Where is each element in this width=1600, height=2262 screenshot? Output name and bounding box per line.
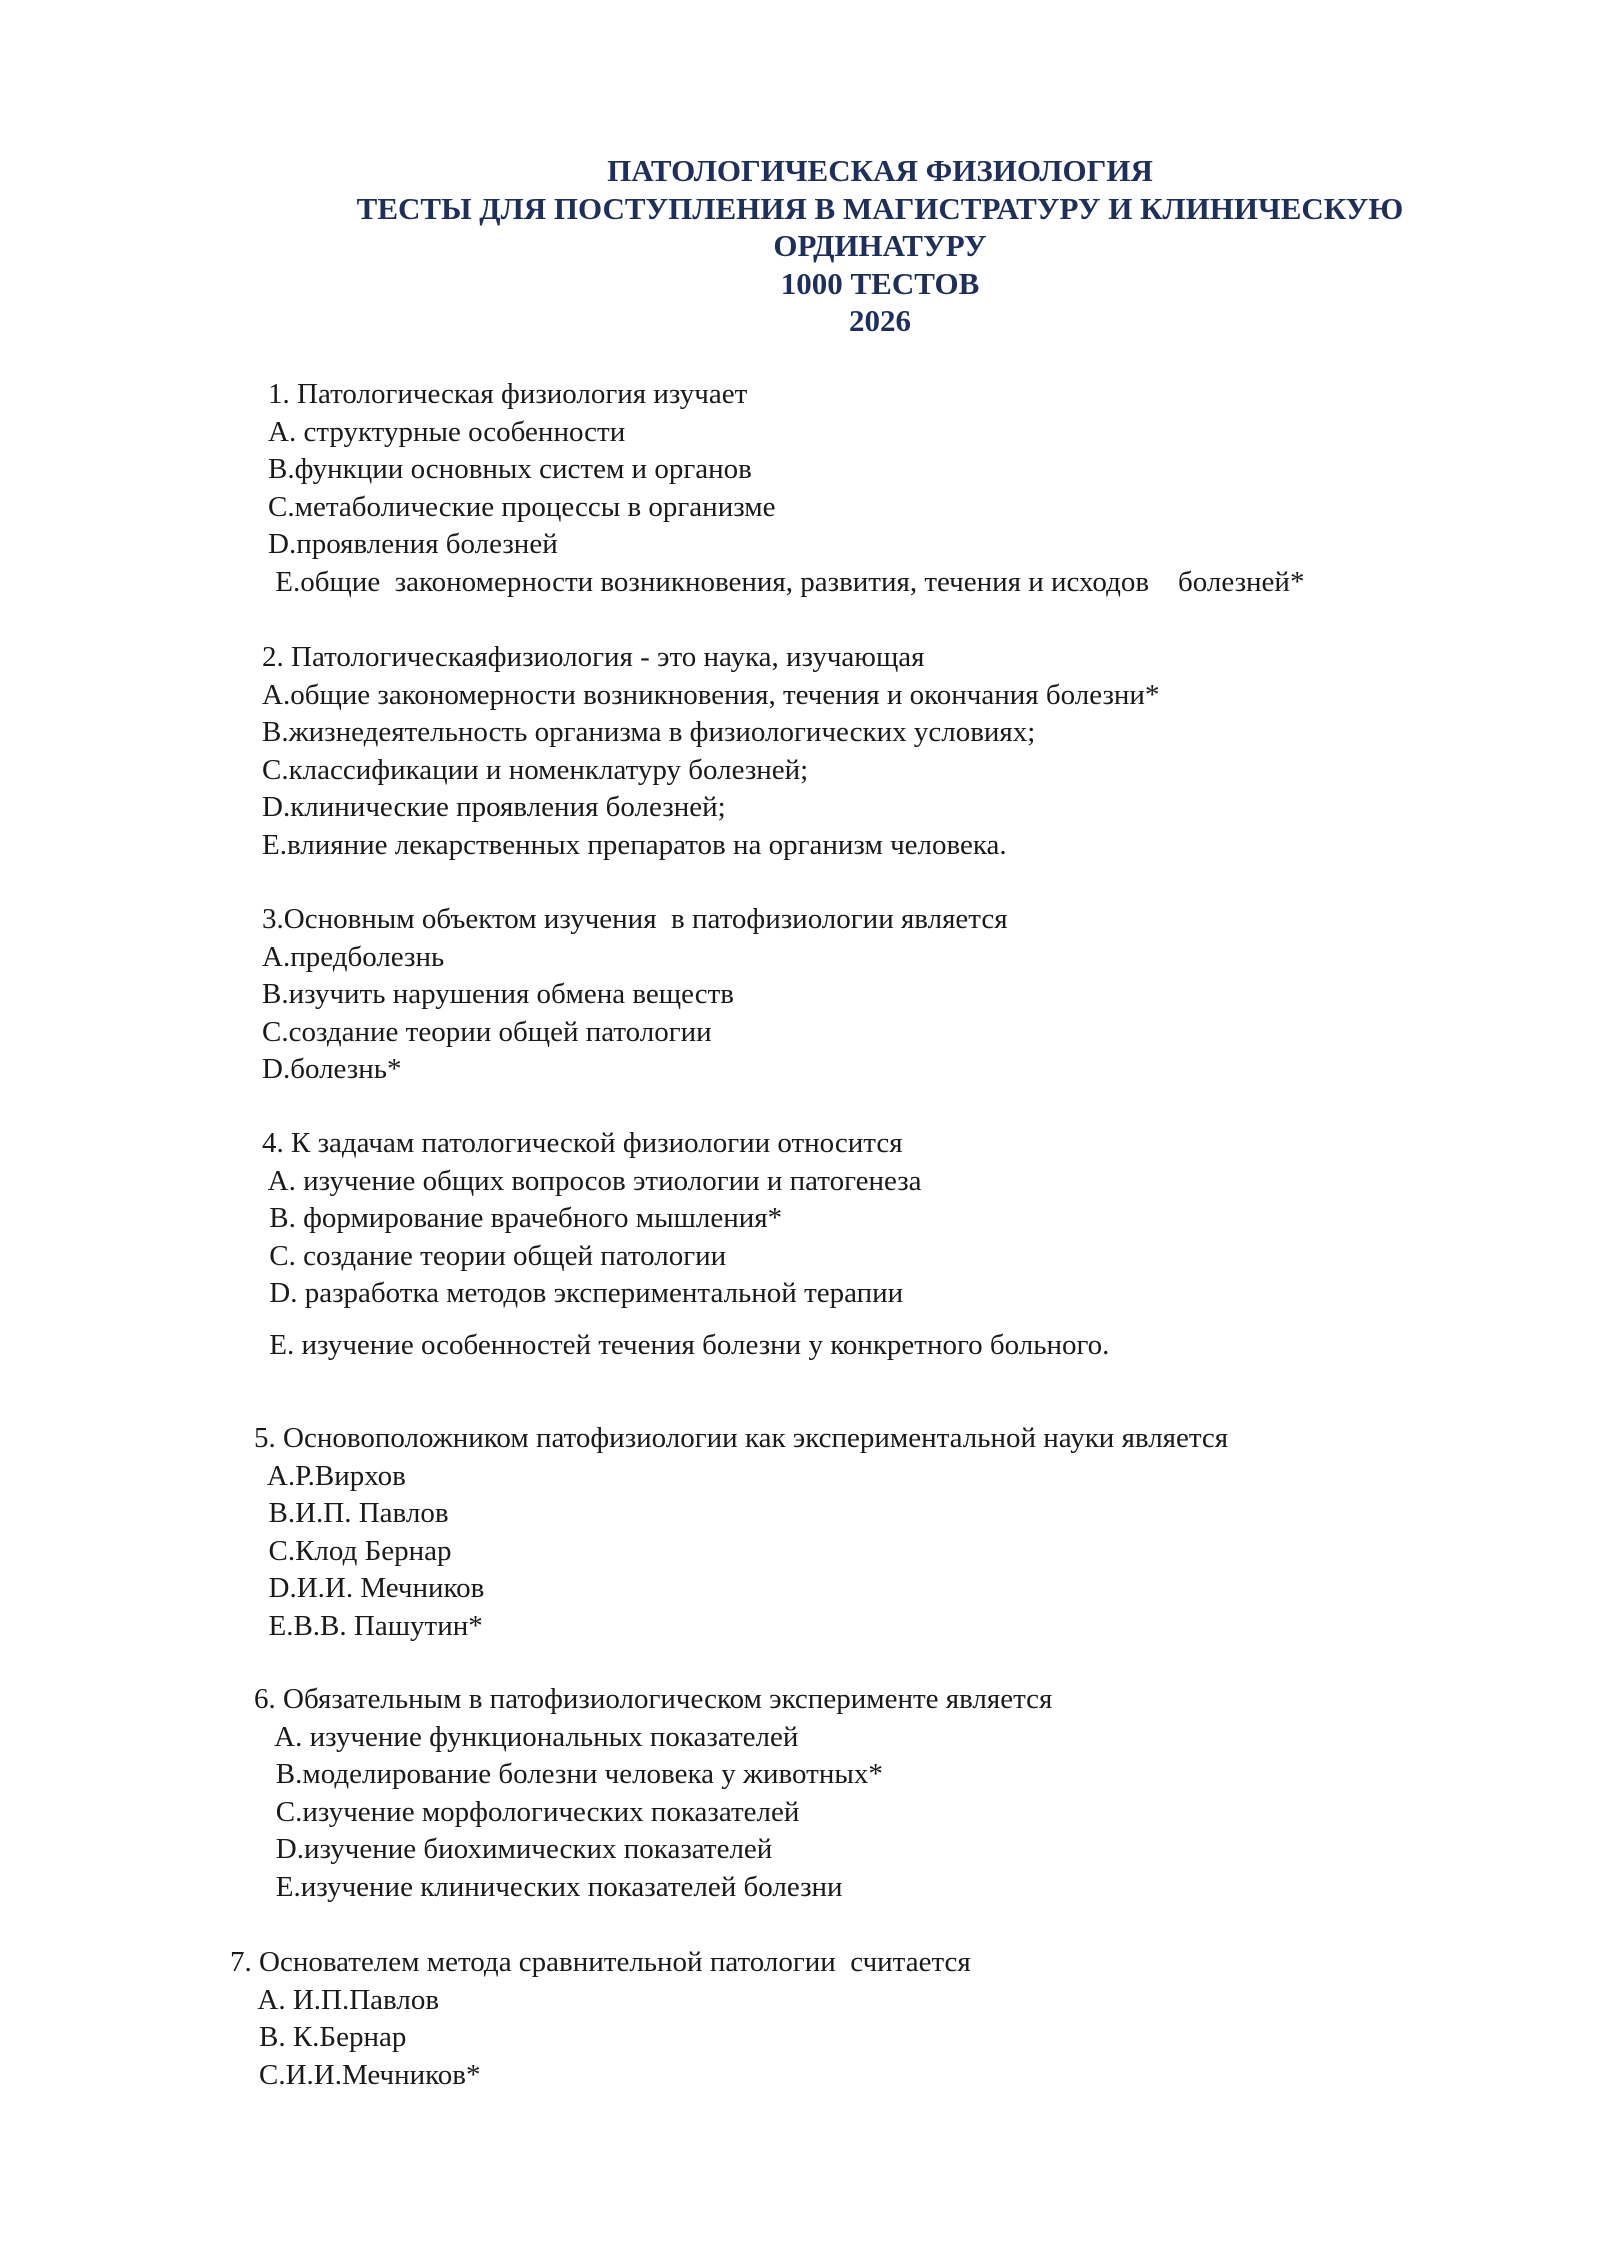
question-1 — [268, 376, 1304, 601]
answer-option: D.проявления болезней — [268, 528, 558, 560]
answer-option: D.болезнь* — [262, 1053, 402, 1085]
question-2 — [262, 639, 1159, 864]
answer-option: C.изучение морфологических показателей — [254, 1795, 800, 1828]
answer-option: A.Р.Вирхов — [254, 1459, 406, 1492]
answer-option: A.предболезнь — [262, 940, 445, 973]
question-6 — [254, 1681, 1052, 1906]
answer-option: E.влияние лекарственных препаратов на организм человека. — [262, 828, 1007, 861]
question-text: 5. Основоположником патофизиологии как экспериментальной науки является — [254, 1422, 1229, 1454]
answer-option: E. изучение особенностей течения болезни у конкретного больного. — [262, 1328, 1110, 1361]
answer-option: E.изучение клинических показателей болезни — [254, 1870, 843, 1903]
header-line-1: ПАТОЛОГИЧЕСКАЯ ФИЗИОЛОГИЯ — [607, 153, 1153, 188]
answer-option: C.метаболические процессы в организме — [268, 490, 776, 523]
header-line-5: 2026 — [849, 303, 911, 338]
question-text: 3.Основным объектом изучения в патофизиологии является — [262, 903, 1008, 935]
question-5 — [254, 1420, 1228, 1645]
answer-option: C.Клод Бернар — [254, 1534, 452, 1567]
answer-option: B.жизнедеятельность организма в физиологических условиях; — [262, 716, 1036, 748]
answer-option: A. структурные особенности — [268, 415, 626, 448]
answer-option: D. разработка методов экспериментальной терапии — [262, 1277, 904, 1309]
question-text: 1. Патологическая физиология изучает — [268, 378, 748, 410]
answer-option: C.И.И.Мечников* — [230, 2058, 481, 2091]
answer-option: B.функции основных систем и органов — [268, 453, 752, 485]
answer-option: B.изучить нарушения обмена веществ — [262, 978, 734, 1010]
answer-option: B. формирование врачебного мышления* — [262, 1202, 783, 1234]
answer-option: B.И.П. Павлов — [254, 1497, 449, 1529]
question-text: 7. Основателем метода сравнительной патологии считается — [230, 1946, 971, 1978]
answer-option: A. изучение общих вопросов этиологии и патогенеза — [262, 1164, 922, 1197]
answer-option: C.классификации и номенклатуру болезней; — [262, 753, 809, 786]
question-3 — [262, 901, 1008, 1089]
header-line-4: 1000 ТЕСТОВ — [780, 265, 980, 301]
question-text: 2. Патологическаяфизиология - это наука, изучающая — [262, 641, 925, 673]
question-text: 6. Обязательным в патофизиологическом эксперименте является — [254, 1683, 1053, 1715]
answer-option: B.моделирование болезни человека у животных* — [254, 1758, 883, 1790]
answer-option: C. создание теории общей патологии — [262, 1239, 727, 1272]
document-header — [0, 152, 1600, 340]
answer-option: E.общие закономерности возникновения, развития, течения и исходов болезней* — [268, 565, 1305, 598]
question-text: 4. К задачам патологической физиологии относится — [262, 1127, 903, 1159]
answer-option: C.создание теории общей патологии — [262, 1015, 712, 1048]
answer-option: D.клинические проявления болезней; — [262, 791, 726, 823]
answer-option: E.В.В. Пашутин* — [254, 1609, 483, 1642]
answer-option: A. И.П.Павлов — [230, 1983, 440, 2016]
answer-option: D.И.И. Мечников — [254, 1572, 485, 1604]
answer-option: D.изучение биохимических показателей — [254, 1833, 773, 1865]
header-line-2: ТЕСТЫ ДЛЯ ПОСТУПЛЕНИЯ В МАГИСТРАТУРУ И КЛИНИЧЕСКУЮ — [356, 190, 1404, 226]
answer-option: A.общие закономерности возникновения, течения и окончания болезни* — [262, 678, 1160, 711]
question-4 — [262, 1125, 1109, 1364]
answer-option: B. К.Бернар — [230, 2021, 407, 2053]
answer-option: A. изучение функциональных показателей — [254, 1720, 799, 1753]
question-7 — [230, 1944, 971, 2094]
header-line-3: ОРДИНАТУРУ — [773, 228, 987, 263]
